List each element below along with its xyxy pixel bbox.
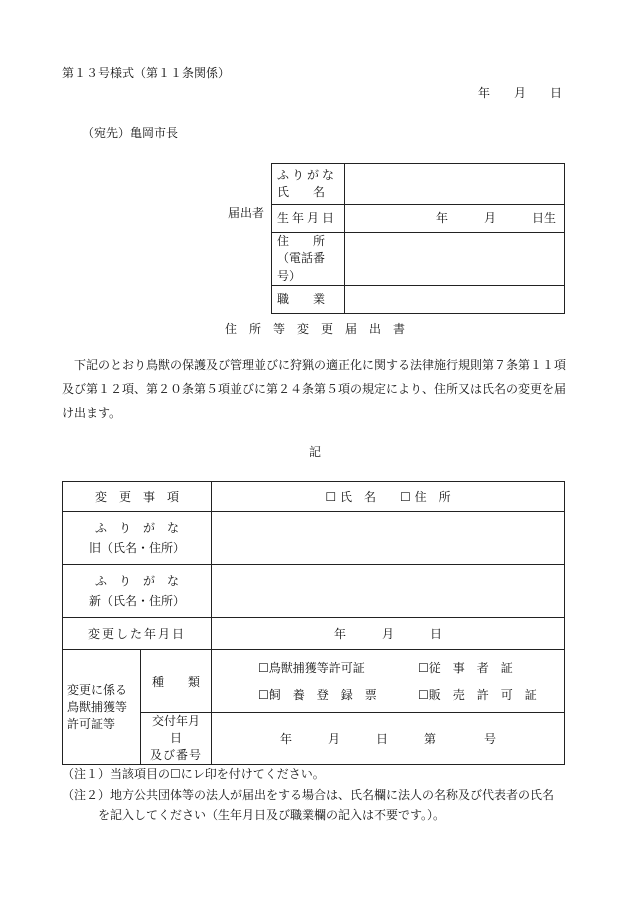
kind-option-permit[interactable]: ☐鳥獣捕獲等許可証 [258,661,365,675]
form-number: 第１３号様式（第１１条関係） [62,66,231,80]
change-item-row [63,482,565,512]
kind-options[interactable] [212,650,565,713]
old-field[interactable] [212,512,565,565]
old-row [63,512,565,565]
name-label-cell [272,164,345,205]
applicant-label: 届出者 [228,206,265,220]
ki-label: 記 [308,445,321,459]
note-1: （注１）当該項目の☐にレ印を付けてください。 [62,767,325,781]
applicant-table [271,163,565,314]
address-label: 住 所 [277,234,326,248]
new-furigana: ふ り が な [95,574,180,588]
body-text: 下記のとおり鳥獣の保護及び管理並びに狩猟の適正化に関する法律施行規則第７条第１１項及び第１２項、第２０条第５項並びに第２４条第５項の規定により、住所又は氏名の変更を届け出ます。 [62,358,567,420]
address-field[interactable] [345,233,565,286]
furigana-label: ふりがな [277,167,338,182]
old-label-cell [63,512,212,565]
kind-label: 種 類 [141,650,212,713]
document-title: 住 所 等 変 更 届 出 書 [224,322,405,336]
new-label: 新（氏名・住所） [89,594,186,608]
note-2-cont: を記入してください（生年月日及び職業欄の記入は不要です。）。 [98,808,446,822]
change-date-field[interactable]: 年 月 日 [212,618,565,650]
new-row [63,565,565,618]
name-field[interactable] [345,164,565,205]
issue-label-cell [141,713,212,765]
date-header: 年 月 日 [478,86,563,100]
issue-label-2: 及び番号 [150,748,203,762]
issue-field[interactable]: 年 月 日 第 号 [212,713,565,765]
name-row [272,164,565,205]
license-group-label: 変更に係る鳥獣捕獲等許可証等 [63,650,141,765]
kind-option-registration[interactable]: ☐飼 養 登 録 票 [258,688,377,702]
kind-option-worker[interactable]: ☐従 事 者 証 [418,661,513,675]
new-field[interactable] [212,565,565,618]
kind-row [63,650,565,713]
addressee: （宛先）亀岡市長 [82,126,179,140]
change-item-options[interactable]: ☐ 氏 名 ☐ 住 所 [212,482,565,512]
change-table [62,481,565,765]
name-label: 氏 名 [277,185,326,199]
birth-row [272,205,565,233]
occupation-field[interactable] [345,286,565,314]
occupation-label: 職 業 [272,286,345,314]
change-date-label: 変更した年月日 [63,618,212,650]
address-row [272,233,565,286]
kind-option-sales[interactable]: ☐販 売 許 可 証 [418,688,537,702]
occupation-row [272,286,565,314]
phone-label: （電話番号） [277,251,326,283]
address-label-cell [272,233,345,286]
change-date-row [63,618,565,650]
note-2: （注２）地方公共団体等の法人が届出をする場合は、氏名欄に法人の名称及び代表者の氏名 [62,788,555,802]
old-label: 旧（氏名・住所） [89,541,186,555]
new-label-cell [63,565,212,618]
issue-label-1: 交付年月日 [152,714,201,745]
birth-label: 生年月日 [272,205,345,233]
old-furigana: ふ り が な [95,521,180,535]
birth-field[interactable]: 年 月 日生 [345,205,565,233]
change-item-label: 変 更 事 項 [63,482,212,512]
